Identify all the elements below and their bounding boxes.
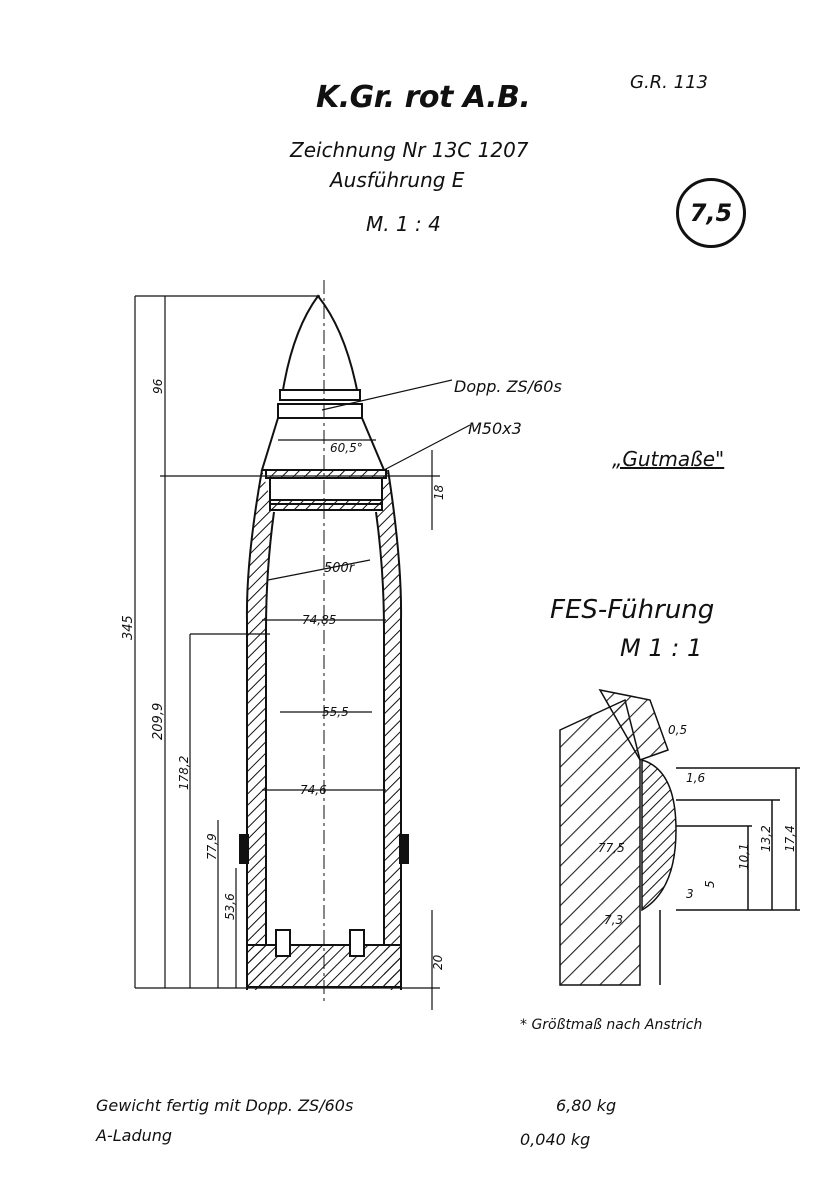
fuze-label: Dopp. ZS/60s: [454, 377, 562, 396]
nose-len-label: 96: [151, 378, 165, 394]
fes-dim-d1: 0,5: [668, 723, 688, 737]
fes-detail-scale: M 1 : 1: [620, 634, 703, 662]
drawing-title: K.Gr. rot A.B.: [316, 80, 531, 115]
len-779-label: 77,9: [205, 833, 219, 860]
fuze-band-lower: [278, 404, 362, 418]
overall-len-label: 345: [121, 615, 136, 640]
charge-value: 0,040 kg: [520, 1130, 591, 1149]
fes-dim-d2: 1,6: [686, 771, 706, 785]
fes-dim-d8: 5: [703, 880, 717, 888]
fuze-band: [280, 390, 360, 400]
drawing-number: Zeichnung Nr 13C 1207: [290, 138, 529, 162]
band-left: [240, 835, 248, 863]
radius-label: 500r: [324, 561, 355, 576]
weight-value: 6,80 kg: [556, 1096, 617, 1115]
scale-label: M. 1 : 4: [366, 212, 441, 236]
thread-label: M50x3: [468, 419, 522, 438]
base-plug-right: [350, 930, 364, 956]
fes-band: [642, 760, 676, 910]
thread-len-label: 18: [432, 484, 446, 500]
fes-dim-d3: 77,5: [598, 841, 625, 855]
base-plug-left: [276, 930, 290, 956]
body-len-label: 209,9: [151, 702, 166, 740]
dia-mid-label: 55,5: [322, 705, 349, 719]
thread-collar: [266, 470, 386, 478]
thread-angle-label: 60,5°: [330, 441, 363, 455]
nose-ogive: [283, 296, 357, 390]
fuze-cone: [262, 418, 384, 470]
charge-label: A-Ladung: [96, 1126, 173, 1145]
len-1782-label: 178,2: [177, 755, 191, 790]
fes-footnote: * Größtmaß nach Anstrich: [520, 1017, 703, 1033]
dia-upper-label: 74,85: [302, 613, 337, 627]
dia-lower-label: 74,6: [300, 783, 327, 797]
variant-label: Ausführung E: [330, 168, 465, 192]
projectile-section: [240, 280, 408, 1005]
fes-dim-d6: 17,4: [783, 825, 797, 852]
band-right: [400, 835, 408, 863]
gutmasse-note: „Gutmaße": [612, 447, 725, 471]
fes-detail-title: FES-Führung: [550, 595, 715, 625]
reference-code: G.R. 113: [630, 72, 708, 93]
len-536-label: 53,6: [223, 893, 237, 920]
thread-ring-band: [270, 500, 382, 510]
circled-number-text: 7,5: [689, 199, 733, 227]
base-len-label: 20: [431, 954, 445, 970]
fes-dim-d4: 7,3: [604, 913, 624, 927]
fes-dim-d9: 3: [686, 887, 694, 901]
fes-dim-d5: 13,2: [759, 825, 773, 852]
weight-label: Gewicht fertig mit Dopp. ZS/60s: [96, 1096, 354, 1115]
fes-dim-d7: 10,1: [737, 843, 751, 870]
